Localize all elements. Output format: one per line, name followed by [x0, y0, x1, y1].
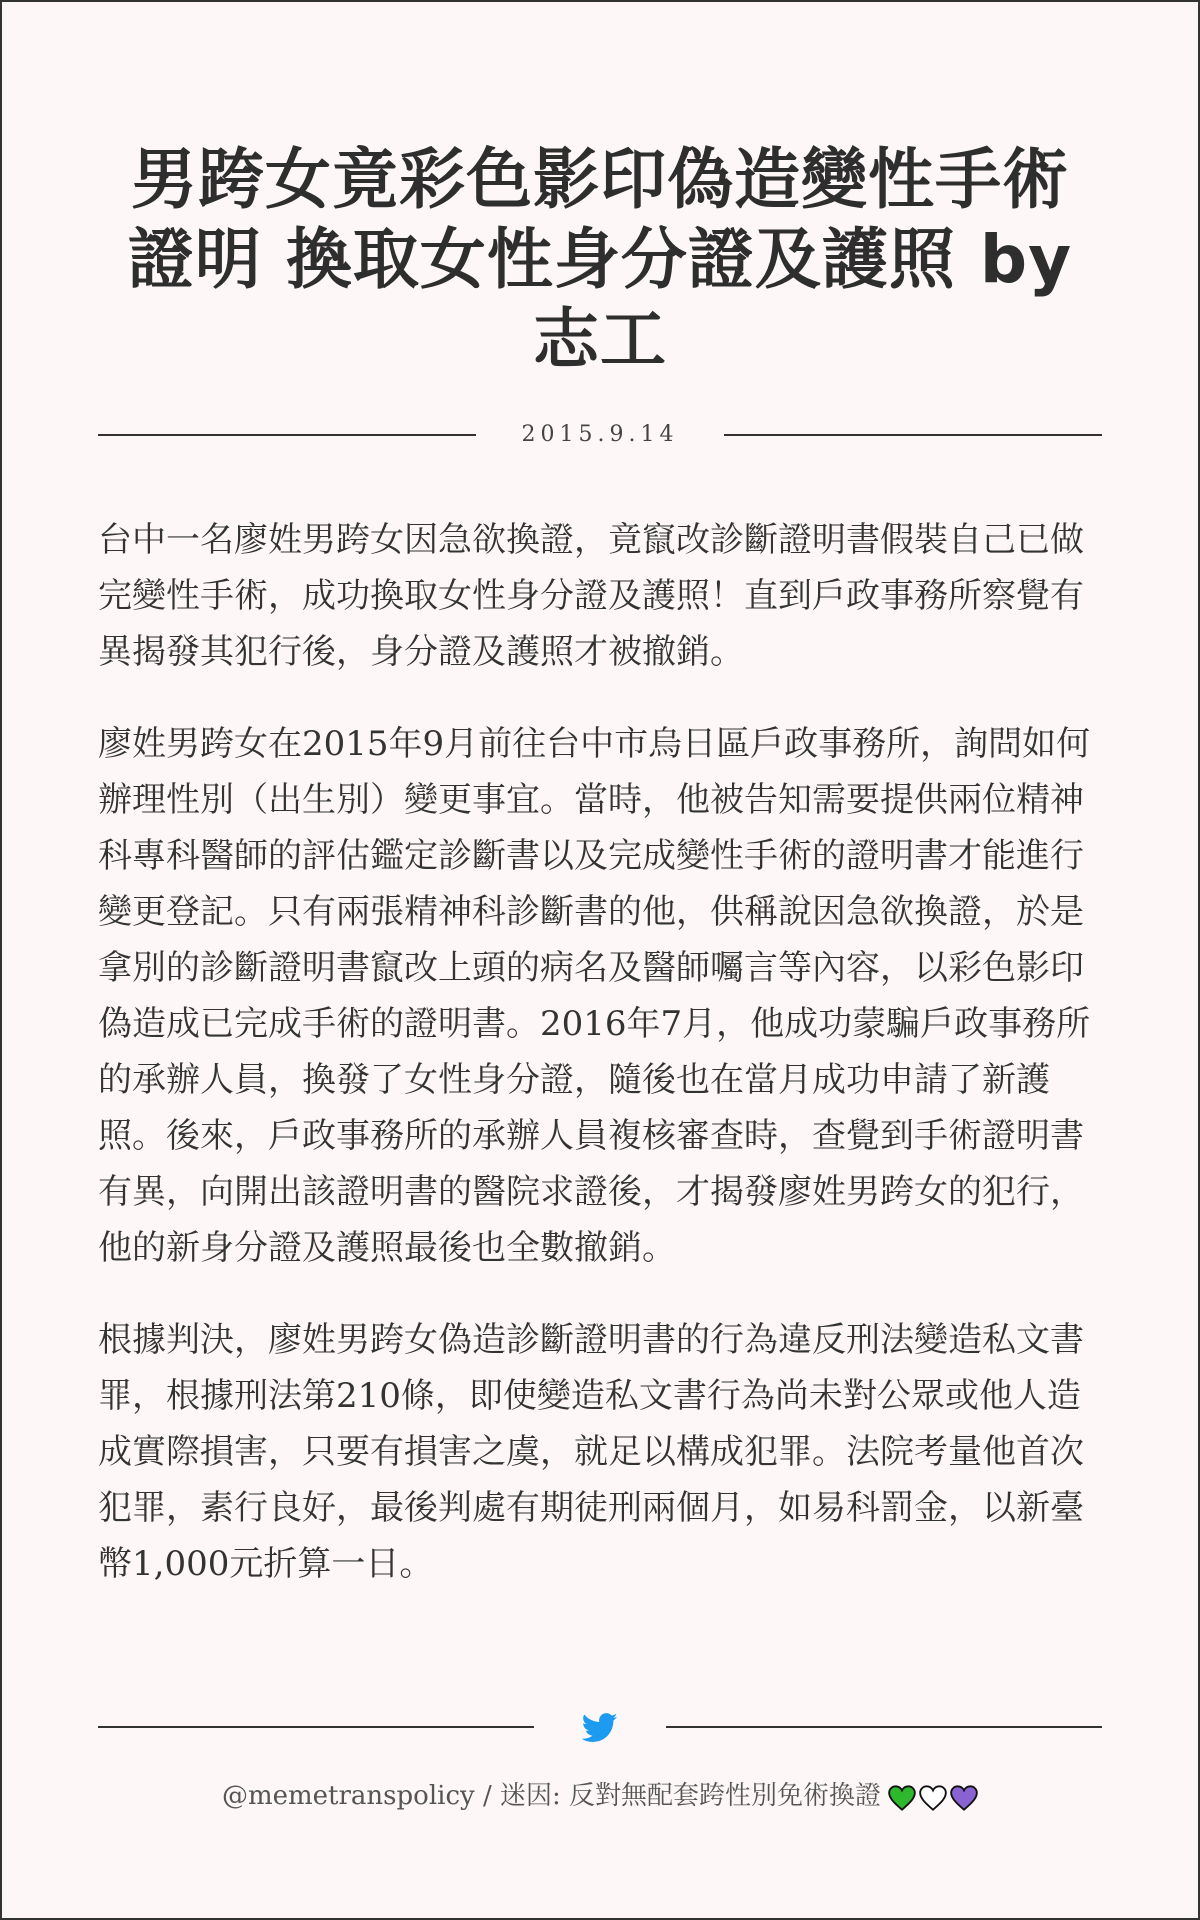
article-paragraph-1: 台中一名廖姓男跨女因急欲換證，竟竄改診斷證明書假裝自己已做完變性手術，成功換取女性身分證及護照！直到戶政事務所察覺有異揭發其犯行後，身分證及護照才被撤銷。 — [98, 520, 1084, 672]
white-heart-icon — [919, 1785, 947, 1811]
divider-line-left — [98, 434, 476, 436]
divider-line-right — [724, 434, 1102, 436]
credit-text: @memetranspolicy / 迷因: 反對無配套跨性別免術換證 — [221, 1781, 882, 1811]
footer-line-right — [666, 1726, 1102, 1728]
purple-heart-icon — [950, 1785, 978, 1811]
hearts-group — [885, 1777, 978, 1817]
footer-credit — [100, 1776, 1100, 1817]
article-title: 男跨女竟彩色影印偽造變性手術證明 換取女性身分證及護照 by 志工 — [127, 141, 1073, 378]
article-paragraph-3: 根據判決，廖姓男跨女偽造診斷證明書的行為違反刑法變造私文書罪，根據刑法第210條，即使變造私文書行為尚未對公眾或他人造成實際損害，只要有損害之虞，就足以構成犯罪。法院考量他首次犯罪，素行良好，最後判處有期徒刑兩個月，如易科罰金，以新臺幣1,000元折算一日。 — [98, 1320, 1084, 1584]
article-paragraph-2: 廖姓男跨女在2015年9月前往台中市烏日區戶政事務所，詢問如何辦理性別（出生別）變更事宜。當時，他被告知需要提供兩位精神科專科醫師的評估鑑定診斷書以及完成變性手術的證明書才能進行變更登記。只有兩張精神科診斷書的他，供稱說因急欲換證，於是拿別的診斷證明書竄改上頭的病名及醫師囑言等內容，以彩色影印偽造成已完成手術的證明書。2016年7月，他成功蒙騙戶政事務所的承辦人員，換發了女性身分證，隨後也在當月成功申請了新護照。後來，戶政事務所的承辦人員複核審查時，查覺到手術證明書有異，向開出該證明書的醫院求證後，才揭發廖姓男跨女的犯行，他的新身分證及護照最後也全數撤銷。 — [98, 724, 1091, 1268]
footer-divider — [98, 1710, 1102, 1746]
article-body — [98, 512, 1100, 1628]
date-divider — [98, 420, 1102, 450]
green-heart-icon — [888, 1785, 916, 1811]
article-date: 2015.9.14 — [521, 422, 679, 447]
twitter-bird-icon — [570, 1710, 630, 1746]
footer-line-left — [98, 1726, 534, 1728]
